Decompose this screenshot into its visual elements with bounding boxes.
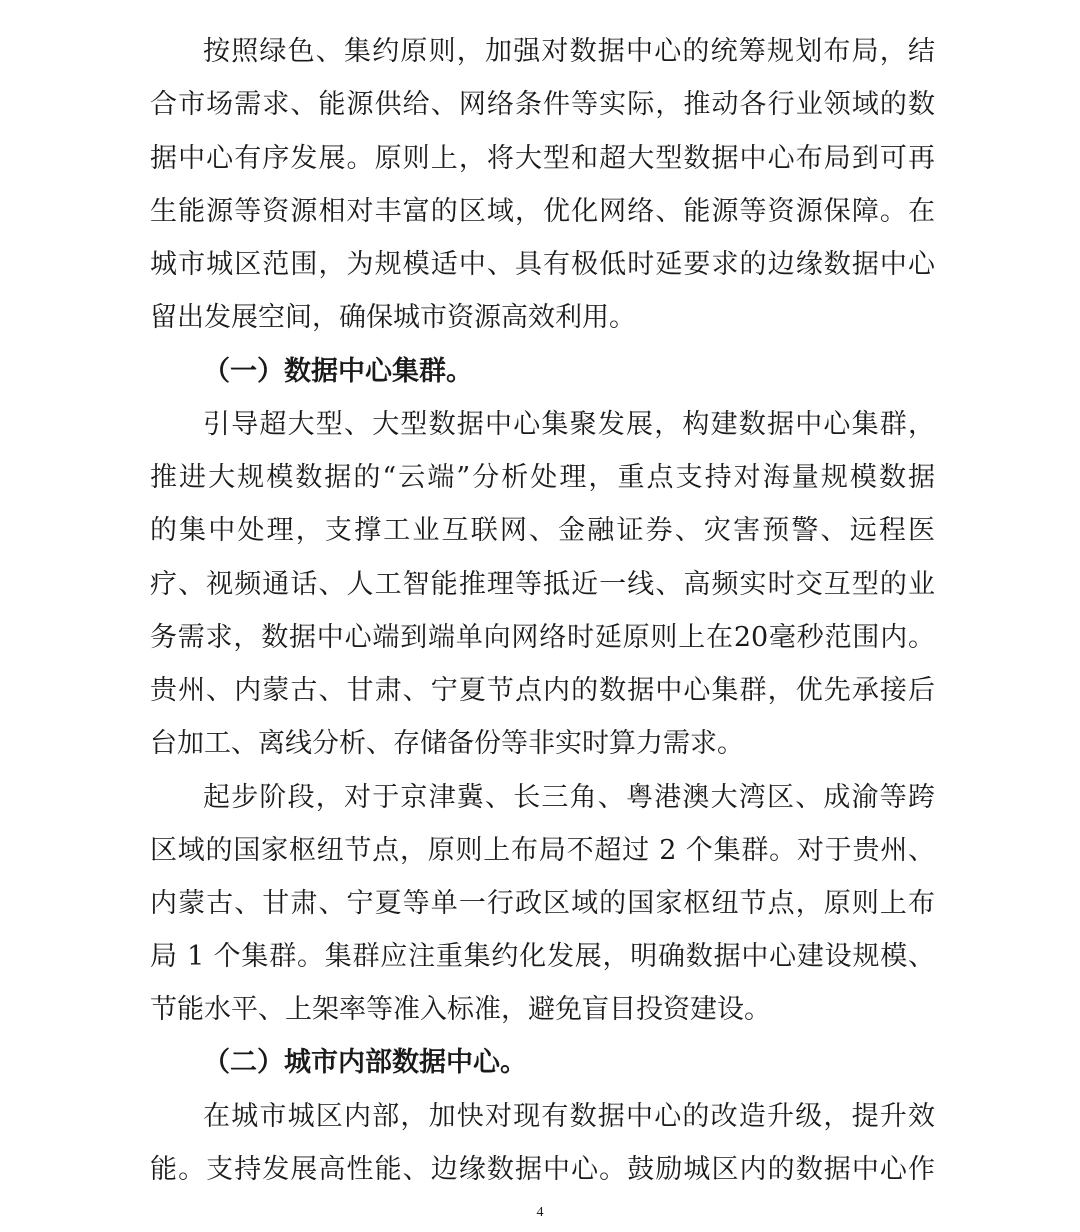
section-heading-1: （一）数据中心集群。 bbox=[203, 356, 473, 387]
paragraph-2-line-4: 疗、视频通话、人工智能推理等抵近一线、高频实时交互型的业 bbox=[150, 569, 935, 600]
paragraph-3-line-3: 内蒙古、甘肃、宁夏等单一行政区域的国家枢纽节点，原则上布 bbox=[150, 888, 935, 919]
paragraph-1-line-1: 按照绿色、集约原则，加强对数据中心的统筹规划布局，结 bbox=[203, 36, 935, 67]
paragraph-2-line-3: 的集中处理，支撑工业互联网、金融证券、灾害预警、远程医 bbox=[150, 515, 935, 546]
paragraph-3-line-2: 区域的国家枢纽节点，原则上布局不超过 2 个集群。对于贵州、 bbox=[150, 835, 935, 866]
paragraph-1-line-5: 城市城区范围，为规模适中、具有极低时延要求的边缘数据中心 bbox=[150, 249, 935, 280]
paragraph-3-line-5: 节能水平、上架率等准入标准，避免盲目投资建设。 bbox=[150, 994, 771, 1025]
paragraph-2-line-6: 贵州、内蒙古、甘肃、宁夏节点内的数据中心集群，优先承接后 bbox=[150, 675, 935, 706]
paragraph-2-line-2: 推进大规模数据的“云端”分析处理，重点支持对海量规模数据 bbox=[150, 462, 935, 493]
paragraph-1-line-6: 留出发展空间，确保城市资源高效利用。 bbox=[150, 302, 636, 333]
paragraph-2-line-5: 务需求，数据中心端到端单向网络时延原则上在20毫秒范围内。 bbox=[150, 622, 935, 653]
section-heading-2: （二）城市内部数据中心。 bbox=[203, 1047, 527, 1078]
page-number: 4 bbox=[536, 1205, 544, 1220]
paragraph-4-line-2: 能。支持发展高性能、边缘数据中心。鼓励城区内的数据中心作 bbox=[150, 1154, 935, 1185]
paragraph-3-line-1: 起步阶段，对于京津冀、长三角、粤港澳大湾区、成渝等跨 bbox=[203, 782, 935, 813]
paragraph-1-line-4: 生能源等资源相对丰富的区域，优化网络、能源等资源保障。在 bbox=[150, 196, 935, 227]
paragraph-1-line-3: 据中心有序发展。原则上，将大型和超大型数据中心布局到可再 bbox=[150, 143, 935, 174]
paragraph-3-line-4: 局 1 个集群。集群应注重集约化发展，明确数据中心建设规模、 bbox=[150, 941, 935, 972]
paragraph-4-line-1: 在城市城区内部，加快对现有数据中心的改造升级，提升效 bbox=[203, 1101, 935, 1132]
paragraph-2-line-7: 台加工、离线分析、存储备份等非实时算力需求。 bbox=[150, 728, 744, 759]
paragraph-2-line-1: 引导超大型、大型数据中心集聚发展，构建数据中心集群， bbox=[203, 409, 935, 440]
paragraph-1-line-2: 合市场需求、能源供给、网络条件等实际，推动各行业领域的数 bbox=[150, 89, 935, 120]
